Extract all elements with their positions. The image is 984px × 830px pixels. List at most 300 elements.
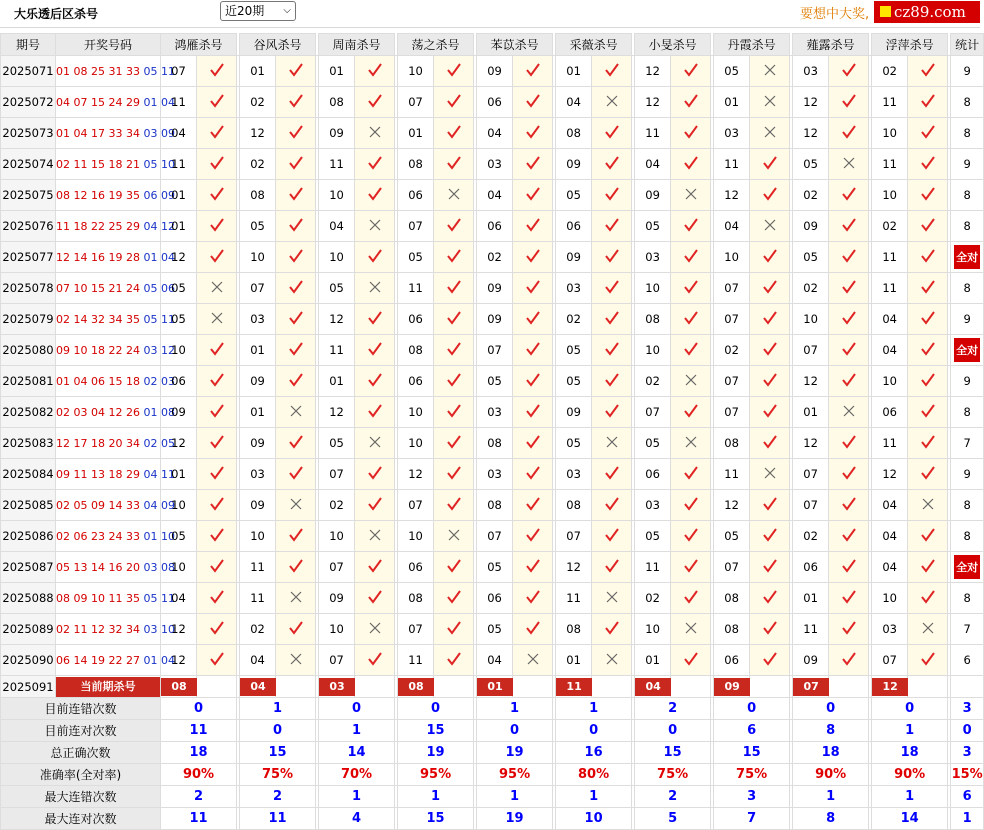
issue-cell: 2025087 bbox=[1, 552, 56, 583]
cross-icon bbox=[762, 124, 778, 140]
check-icon bbox=[209, 589, 225, 605]
check-icon bbox=[920, 651, 936, 667]
result-mark-cell bbox=[434, 521, 474, 552]
check-icon bbox=[367, 155, 383, 171]
result-mark-cell bbox=[829, 180, 869, 211]
result-mark-cell bbox=[671, 583, 711, 614]
full-correct-badge: 全对 bbox=[954, 555, 980, 579]
column-header: 采薇杀号 bbox=[556, 34, 632, 56]
result-mark-cell bbox=[908, 490, 948, 521]
result-mark-cell bbox=[750, 521, 790, 552]
check-icon bbox=[525, 434, 541, 450]
kill-number-cell: 04 bbox=[872, 552, 908, 583]
front-numbers: 12 17 18 20 34 bbox=[56, 436, 140, 450]
kill-number-cell: 04 bbox=[872, 521, 908, 552]
result-mark-cell bbox=[908, 583, 948, 614]
summary-value: 0 bbox=[161, 698, 237, 720]
kill-number-cell: 10 bbox=[319, 180, 355, 211]
result-mark-cell bbox=[434, 335, 474, 366]
result-mark-cell bbox=[592, 552, 632, 583]
cross-icon bbox=[683, 434, 699, 450]
check-icon bbox=[288, 217, 304, 233]
result-mark-cell bbox=[829, 211, 869, 242]
check-icon bbox=[525, 124, 541, 140]
result-mark-cell bbox=[592, 335, 632, 366]
kill-number-cell: 11 bbox=[556, 583, 592, 614]
result-mark-cell bbox=[434, 118, 474, 149]
kill-number-cell: 06 bbox=[398, 366, 434, 397]
kill-number-cell: 10 bbox=[240, 242, 276, 273]
check-icon bbox=[920, 93, 936, 109]
kill-number-cell: 02 bbox=[240, 614, 276, 645]
check-icon bbox=[841, 186, 857, 202]
front-numbers: 09 10 18 22 24 bbox=[56, 343, 140, 357]
kill-number-cell: 01 bbox=[319, 56, 355, 87]
check-icon bbox=[446, 124, 462, 140]
column-header: 鸿雁杀号 bbox=[161, 34, 237, 56]
result-mark-cell bbox=[197, 490, 237, 521]
check-icon bbox=[209, 341, 225, 357]
draw-numbers-cell bbox=[56, 273, 175, 304]
cross-icon bbox=[683, 620, 699, 636]
check-icon bbox=[367, 496, 383, 512]
back-numbers: 03 09 bbox=[139, 126, 175, 140]
kill-number-cell: 08 bbox=[240, 180, 276, 211]
promo-text[interactable]: 要想中大奖, bbox=[800, 7, 870, 22]
front-numbers: 08 09 10 11 35 bbox=[56, 591, 140, 605]
issue-cell: 2025088 bbox=[1, 583, 56, 614]
kill-number-cell: 10 bbox=[635, 614, 671, 645]
result-mark-cell bbox=[355, 645, 395, 676]
check-icon bbox=[604, 465, 620, 481]
check-icon bbox=[762, 527, 778, 543]
check-icon bbox=[604, 279, 620, 295]
summary-label: 最大连错次数 bbox=[1, 786, 161, 808]
empty-cell bbox=[592, 676, 632, 698]
check-icon bbox=[920, 589, 936, 605]
summary-value: 90% bbox=[872, 764, 948, 786]
result-mark-cell bbox=[355, 459, 395, 490]
kill-number-cell: 06 bbox=[556, 211, 592, 242]
back-numbers: 06 09 bbox=[139, 188, 175, 202]
result-mark-cell bbox=[671, 366, 711, 397]
kill-number-cell: 02 bbox=[477, 242, 513, 273]
back-numbers: 05 11 bbox=[139, 64, 175, 78]
summary-value: 19 bbox=[477, 742, 553, 764]
summary-stat: 0 bbox=[951, 720, 984, 742]
summary-row bbox=[1, 764, 984, 786]
result-mark-cell bbox=[671, 118, 711, 149]
kill-number-cell: 08 bbox=[714, 428, 750, 459]
check-icon bbox=[920, 341, 936, 357]
result-mark-cell bbox=[750, 87, 790, 118]
table-row bbox=[1, 242, 984, 273]
check-icon bbox=[288, 310, 304, 326]
check-icon bbox=[288, 434, 304, 450]
kill-number-cell: 01 bbox=[161, 211, 197, 242]
check-icon bbox=[288, 186, 304, 202]
stat-cell bbox=[951, 304, 984, 335]
check-icon bbox=[525, 155, 541, 171]
check-icon bbox=[367, 589, 383, 605]
kill-number-cell: 07 bbox=[714, 552, 750, 583]
kill-number-cell: 09 bbox=[556, 149, 592, 180]
summary-value: 16 bbox=[556, 742, 632, 764]
kill-number-cell: 11 bbox=[319, 149, 355, 180]
check-icon bbox=[683, 341, 699, 357]
check-icon bbox=[288, 93, 304, 109]
kill-number-cell: 11 bbox=[161, 87, 197, 118]
cross-icon bbox=[683, 186, 699, 202]
current-kill-number: 08 bbox=[398, 678, 434, 696]
result-mark-cell bbox=[750, 614, 790, 645]
draw-numbers-cell bbox=[56, 459, 175, 490]
stat-cell bbox=[951, 397, 984, 428]
front-numbers: 01 04 06 15 18 bbox=[56, 374, 140, 388]
kill-number-cell: 01 bbox=[635, 645, 671, 676]
result-mark-cell bbox=[434, 645, 474, 676]
column-header: 浮萍杀号 bbox=[872, 34, 948, 56]
result-mark-cell bbox=[276, 87, 316, 118]
issue-cell: 2025074 bbox=[1, 149, 56, 180]
result-mark-cell bbox=[671, 428, 711, 459]
kill-number-cell: 06 bbox=[714, 645, 750, 676]
check-icon bbox=[209, 527, 225, 543]
empty-cell bbox=[829, 676, 869, 698]
check-icon bbox=[525, 248, 541, 264]
kill-number-cell: 09 bbox=[556, 242, 592, 273]
summary-value: 0 bbox=[398, 698, 474, 720]
stat-value: 8 bbox=[963, 591, 971, 605]
check-icon bbox=[762, 341, 778, 357]
kill-number-cell: 03 bbox=[477, 397, 513, 428]
result-mark-cell bbox=[355, 56, 395, 87]
period-select-value: 近20期 bbox=[225, 4, 265, 18]
stat-cell bbox=[951, 583, 984, 614]
result-mark-cell bbox=[829, 242, 869, 273]
kill-number-cell: 10 bbox=[161, 335, 197, 366]
cross-icon bbox=[367, 279, 383, 295]
check-icon bbox=[683, 558, 699, 574]
check-icon bbox=[288, 527, 304, 543]
stat-value: 8 bbox=[963, 219, 971, 233]
result-mark-cell bbox=[434, 428, 474, 459]
check-icon bbox=[762, 651, 778, 667]
summary-value: 19 bbox=[477, 808, 553, 830]
kill-number-cell: 02 bbox=[240, 149, 276, 180]
result-mark-cell bbox=[355, 397, 395, 428]
kill-number-cell: 05 bbox=[240, 211, 276, 242]
kill-number-cell: 05 bbox=[477, 552, 513, 583]
kill-number-cell: 12 bbox=[161, 242, 197, 273]
result-mark-cell bbox=[276, 397, 316, 428]
back-numbers: 05 10 bbox=[139, 157, 175, 171]
empty-cell bbox=[434, 676, 474, 698]
result-mark-cell bbox=[592, 180, 632, 211]
kill-number-cell: 04 bbox=[319, 211, 355, 242]
kill-number-cell: 03 bbox=[714, 118, 750, 149]
result-mark-cell bbox=[671, 521, 711, 552]
result-mark-cell bbox=[197, 242, 237, 273]
draw-numbers-cell bbox=[56, 552, 175, 583]
result-mark-cell bbox=[908, 273, 948, 304]
draw-numbers-cell bbox=[56, 149, 175, 180]
kill-number-cell: 12 bbox=[793, 366, 829, 397]
check-icon bbox=[525, 558, 541, 574]
check-icon bbox=[762, 186, 778, 202]
summary-value: 2 bbox=[635, 698, 711, 720]
result-mark-cell bbox=[355, 521, 395, 552]
current-kill-number: 11 bbox=[556, 678, 592, 696]
result-mark-cell bbox=[513, 304, 553, 335]
kill-number-cell: 10 bbox=[872, 583, 908, 614]
kill-number-cell: 08 bbox=[398, 583, 434, 614]
back-numbers: 01 10 bbox=[139, 529, 175, 543]
issue-cell: 2025086 bbox=[1, 521, 56, 552]
result-mark-cell bbox=[750, 397, 790, 428]
current-kill-cell bbox=[240, 676, 276, 698]
kill-number-cell: 10 bbox=[872, 118, 908, 149]
cross-icon bbox=[367, 527, 383, 543]
result-mark-cell bbox=[276, 583, 316, 614]
summary-value: 1 bbox=[319, 786, 395, 808]
back-numbers: 05 11 bbox=[139, 312, 175, 326]
result-mark-cell bbox=[829, 118, 869, 149]
period-select[interactable] bbox=[220, 1, 296, 21]
check-icon bbox=[762, 310, 778, 326]
kill-number-cell: 05 bbox=[556, 335, 592, 366]
result-mark-cell bbox=[513, 459, 553, 490]
kill-number-cell: 04 bbox=[635, 149, 671, 180]
check-icon bbox=[604, 403, 620, 419]
kill-number-cell: 03 bbox=[635, 242, 671, 273]
cross-icon bbox=[209, 310, 225, 326]
draw-numbers-cell bbox=[56, 180, 175, 211]
table-row bbox=[1, 428, 984, 459]
back-numbers: 04 09 bbox=[139, 498, 175, 512]
column-header: 小旻杀号 bbox=[635, 34, 711, 56]
check-icon bbox=[525, 279, 541, 295]
kill-number-cell: 03 bbox=[872, 614, 908, 645]
kill-number-cell: 07 bbox=[398, 614, 434, 645]
kill-number-cell: 08 bbox=[477, 428, 513, 459]
table-row bbox=[1, 521, 984, 552]
summary-value: 3 bbox=[714, 786, 790, 808]
result-mark-cell bbox=[513, 273, 553, 304]
kill-number-cell: 12 bbox=[319, 304, 355, 335]
table-row bbox=[1, 180, 984, 211]
current-kill-cell bbox=[872, 676, 908, 698]
empty-cell bbox=[355, 676, 395, 698]
result-mark-cell bbox=[513, 211, 553, 242]
result-mark-cell bbox=[829, 459, 869, 490]
issue-cell: 2025075 bbox=[1, 180, 56, 211]
check-icon bbox=[288, 62, 304, 78]
current-label-cell bbox=[56, 676, 161, 698]
check-icon bbox=[762, 372, 778, 388]
site-logo[interactable] bbox=[874, 1, 980, 23]
result-mark-cell bbox=[434, 180, 474, 211]
cross-icon bbox=[920, 620, 936, 636]
result-mark-cell bbox=[671, 242, 711, 273]
kill-number-cell: 12 bbox=[161, 645, 197, 676]
summary-value: 75% bbox=[240, 764, 316, 786]
issue-cell: 2025084 bbox=[1, 459, 56, 490]
check-icon bbox=[367, 93, 383, 109]
kill-number-cell: 11 bbox=[872, 273, 908, 304]
summary-label: 目前连对次数 bbox=[1, 720, 161, 742]
summary-value: 0 bbox=[872, 698, 948, 720]
kill-number-cell: 05 bbox=[556, 428, 592, 459]
stat-cell bbox=[951, 335, 984, 366]
check-icon bbox=[209, 465, 225, 481]
check-icon bbox=[367, 186, 383, 202]
check-icon bbox=[525, 310, 541, 326]
check-icon bbox=[920, 372, 936, 388]
result-mark-cell bbox=[197, 335, 237, 366]
check-icon bbox=[683, 465, 699, 481]
kill-number-cell: 10 bbox=[635, 273, 671, 304]
front-numbers: 02 03 04 12 26 bbox=[56, 405, 140, 419]
check-icon bbox=[525, 403, 541, 419]
stat-value: 6 bbox=[963, 653, 971, 667]
summary-stat: 3 bbox=[951, 742, 984, 764]
cross-icon bbox=[367, 620, 383, 636]
result-mark-cell bbox=[671, 645, 711, 676]
result-mark-cell bbox=[197, 180, 237, 211]
check-icon bbox=[920, 248, 936, 264]
check-icon bbox=[920, 558, 936, 574]
kill-number-cell: 03 bbox=[556, 273, 592, 304]
result-mark-cell bbox=[750, 242, 790, 273]
front-numbers: 02 11 15 18 21 bbox=[56, 157, 140, 171]
result-mark-cell bbox=[908, 149, 948, 180]
kill-number-cell: 08 bbox=[556, 118, 592, 149]
check-icon bbox=[525, 372, 541, 388]
stat-value: 8 bbox=[963, 95, 971, 109]
result-mark-cell bbox=[513, 118, 553, 149]
check-icon bbox=[446, 651, 462, 667]
kill-number-cell: 05 bbox=[635, 521, 671, 552]
result-mark-cell bbox=[908, 459, 948, 490]
column-header: 开奖号码 bbox=[56, 34, 161, 56]
kill-number-cell: 11 bbox=[161, 149, 197, 180]
column-header: 周南杀号 bbox=[319, 34, 395, 56]
kill-number-cell: 09 bbox=[793, 211, 829, 242]
summary-value: 11 bbox=[161, 808, 237, 830]
cross-icon bbox=[446, 186, 462, 202]
kill-number-cell: 06 bbox=[793, 552, 829, 583]
kill-number-cell: 10 bbox=[872, 180, 908, 211]
kill-number-cell: 09 bbox=[319, 583, 355, 614]
check-icon bbox=[446, 589, 462, 605]
current-kill-number: 03 bbox=[319, 678, 355, 696]
check-icon bbox=[920, 155, 936, 171]
check-icon bbox=[841, 217, 857, 233]
kill-number-cell: 01 bbox=[793, 397, 829, 428]
check-icon bbox=[209, 62, 225, 78]
front-numbers: 12 14 16 19 28 bbox=[56, 250, 140, 264]
back-numbers: 04 11 bbox=[139, 467, 175, 481]
kill-number-cell: 07 bbox=[161, 56, 197, 87]
check-icon bbox=[367, 248, 383, 264]
kill-number-cell: 07 bbox=[240, 273, 276, 304]
kill-number-cell: 11 bbox=[635, 118, 671, 149]
result-mark-cell bbox=[434, 583, 474, 614]
summary-value: 0 bbox=[714, 698, 790, 720]
result-mark-cell bbox=[197, 87, 237, 118]
summary-stat: 15% bbox=[951, 764, 984, 786]
kill-number-cell: 12 bbox=[161, 614, 197, 645]
kill-number-cell: 01 bbox=[240, 397, 276, 428]
issue-cell: 2025080 bbox=[1, 335, 56, 366]
issue-cell: 2025076 bbox=[1, 211, 56, 242]
kill-number-cell: 08 bbox=[635, 304, 671, 335]
check-icon bbox=[920, 434, 936, 450]
kill-number-cell: 07 bbox=[319, 459, 355, 490]
check-icon bbox=[841, 62, 857, 78]
empty-cell bbox=[951, 676, 984, 698]
kill-number-cell: 10 bbox=[714, 242, 750, 273]
kill-number-cell: 12 bbox=[240, 118, 276, 149]
check-icon bbox=[525, 93, 541, 109]
check-icon bbox=[683, 496, 699, 512]
kill-number-cell: 10 bbox=[635, 335, 671, 366]
check-icon bbox=[288, 155, 304, 171]
kill-number-cell: 04 bbox=[161, 118, 197, 149]
result-mark-cell bbox=[276, 521, 316, 552]
result-mark-cell bbox=[276, 273, 316, 304]
front-numbers: 02 05 09 14 33 bbox=[56, 498, 140, 512]
kill-number-cell: 03 bbox=[477, 149, 513, 180]
kill-number-cell: 11 bbox=[872, 428, 908, 459]
kill-number-cell: 02 bbox=[556, 304, 592, 335]
result-mark-cell bbox=[197, 459, 237, 490]
check-icon bbox=[288, 341, 304, 357]
kill-number-cell: 04 bbox=[872, 335, 908, 366]
kill-number-cell: 01 bbox=[714, 87, 750, 118]
front-numbers: 04 07 15 24 29 bbox=[56, 95, 140, 109]
kill-number-cell: 03 bbox=[556, 459, 592, 490]
kill-number-cell: 07 bbox=[319, 552, 355, 583]
check-icon bbox=[762, 558, 778, 574]
cross-icon bbox=[604, 651, 620, 667]
summary-value: 18 bbox=[872, 742, 948, 764]
result-mark-cell bbox=[829, 490, 869, 521]
issue-cell: 2025082 bbox=[1, 397, 56, 428]
kill-number-cell: 01 bbox=[556, 645, 592, 676]
cross-icon bbox=[288, 496, 304, 512]
result-mark-cell bbox=[513, 490, 553, 521]
check-icon bbox=[762, 403, 778, 419]
summary-row bbox=[1, 720, 984, 742]
kill-number-cell: 05 bbox=[319, 273, 355, 304]
summary-stat: 3 bbox=[951, 698, 984, 720]
summary-label: 准确率(全对率) bbox=[1, 764, 161, 786]
kill-number-cell: 08 bbox=[477, 490, 513, 521]
front-numbers: 02 11 12 32 34 bbox=[56, 622, 140, 636]
result-mark-cell bbox=[513, 521, 553, 552]
result-mark-cell bbox=[908, 118, 948, 149]
check-icon bbox=[841, 651, 857, 667]
result-mark-cell bbox=[592, 149, 632, 180]
kill-number-cell: 04 bbox=[161, 583, 197, 614]
result-mark-cell bbox=[276, 645, 316, 676]
issue-cell: 2025079 bbox=[1, 304, 56, 335]
kill-number-cell: 07 bbox=[635, 397, 671, 428]
result-mark-cell bbox=[671, 397, 711, 428]
front-numbers: 06 14 19 22 27 bbox=[56, 653, 140, 667]
